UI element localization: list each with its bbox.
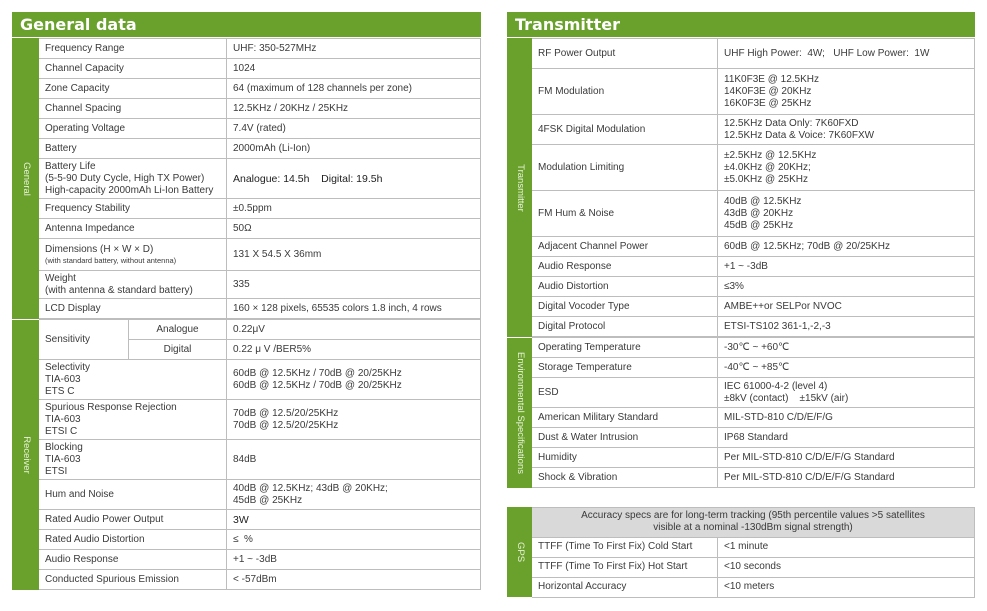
label-line: Battery Life — [45, 160, 96, 172]
spec-label: Rated Audio Power Output — [39, 510, 227, 530]
spec-value: Per MIL-STD-810 C/D/E/F/G Standard — [718, 468, 975, 488]
label-line: Spurious Response Rejection — [45, 401, 177, 413]
spec-label: Dust & Water Intrusion — [532, 428, 718, 448]
value-line: ±8kV (contact) ±15kV (air) — [724, 392, 849, 404]
section-gps-label: GPS — [514, 541, 526, 563]
spec-label: Horizontal Accuracy — [532, 577, 718, 597]
section-transmitter — [508, 39, 532, 338]
spec-value: 64 (maximum of 128 channels per zone) — [227, 79, 481, 99]
spec-value: <1 minute — [718, 537, 975, 557]
spec-row-protocol — [508, 317, 975, 337]
spec-value: ETSI-TS102 361-1,-2,-3 — [718, 317, 975, 337]
spec-row-frequency-stability — [13, 199, 481, 219]
section-general-label: General — [20, 162, 32, 196]
spec-row-esd — [508, 378, 975, 408]
spec-label: Hum and Noise — [39, 480, 227, 510]
spec-label: ESD — [532, 378, 718, 408]
section-receiver-label: Receiver — [20, 436, 32, 474]
spec-row-vocoder — [508, 297, 975, 317]
spec-row-adjacent-power — [508, 237, 975, 257]
spec-row-lcd-display — [13, 299, 481, 319]
spec-value: 0.22 μ V /BER5% — [227, 340, 481, 360]
general-data-panel — [12, 12, 481, 591]
spec-value — [718, 115, 975, 145]
spec-value: 50Ω — [227, 219, 481, 239]
spec-row-blocking — [13, 440, 481, 480]
spec-value: 60dB @ 12.5KHz; 70dB @ 20/25KHz — [718, 237, 975, 257]
spec-sublabel: Digital — [129, 340, 227, 360]
spec-value: 2000mAh (Li-Ion) — [227, 139, 481, 159]
spec-value: <10 meters — [718, 577, 975, 597]
value-line: ±2.5KHz @ 12.5KHz — [724, 149, 817, 161]
spec-row-rated-audio-power — [13, 510, 481, 530]
spec-label: Storage Temperature — [532, 358, 718, 378]
spec-row-audio-distortion — [508, 277, 975, 297]
label-line: Selectivity — [45, 361, 91, 373]
spec-value: UHF: 350-527MHz — [227, 39, 481, 59]
label-line: TIA-603 — [45, 413, 81, 425]
spec-label: Digital Vocoder Type — [532, 297, 718, 317]
gps-accuracy-note — [532, 507, 975, 537]
spec-row-audio-response — [13, 550, 481, 570]
label-note: (with standard battery, without antenna) — [45, 256, 177, 265]
value-line: 40dB @ 12.5KHz; 43dB @ 20KHz; — [233, 482, 388, 494]
spec-value — [718, 145, 975, 191]
spec-label: RF Power Output — [532, 39, 718, 69]
note-line: visible at a nominal -130dBm signal strength) — [653, 522, 853, 533]
spec-value: 7.4V (rated) — [227, 119, 481, 139]
value-line: 16K0F3E @ 25KHz — [724, 97, 812, 109]
label-line: Blocking — [45, 441, 83, 453]
spec-label: Conducted Spurious Emission — [39, 570, 227, 590]
spec-value: IP68 Standard — [718, 428, 975, 448]
spec-row-cold-start — [508, 537, 975, 557]
label-line: ETSI — [45, 465, 68, 477]
spec-label: Channel Capacity — [39, 59, 227, 79]
spec-row-fm-modulation — [508, 69, 975, 115]
spec-row-fm-hum-noise — [508, 191, 975, 237]
spec-value: 1024 — [227, 59, 481, 79]
section-receiver — [13, 320, 39, 591]
spec-label: Modulation Limiting — [532, 145, 718, 191]
value-line: 70dB @ 12.5/20/25KHz — [233, 407, 339, 419]
spec-label: FM Hum & Noise — [532, 191, 718, 237]
spec-row-weight — [13, 271, 481, 299]
spec-row-horizontal-accuracy — [508, 577, 975, 597]
spec-value — [718, 378, 975, 408]
value-line: 14K0F3E @ 20KHz — [724, 85, 812, 97]
spec-label: Humidity — [532, 448, 718, 468]
spec-row-dust-water — [508, 428, 975, 448]
gps-note-row — [508, 507, 975, 537]
spec-row-frequency-range — [13, 39, 481, 59]
spec-row-rf-power — [508, 39, 975, 69]
spec-value: UHF High Power: 4W; UHF Low Power: 1W — [718, 39, 975, 69]
value-line: 11K0F3E @ 12.5KHz — [724, 73, 820, 85]
spec-label — [39, 159, 227, 199]
spec-label: Antenna Impedance — [39, 219, 227, 239]
spec-row-hum-noise — [13, 480, 481, 510]
section-environmental-label: Environmental Specifications — [514, 351, 526, 474]
spec-row-shock-vibration — [508, 468, 975, 488]
transmitter-header: Transmitter — [507, 12, 975, 38]
spec-row-4fsk-modulation — [508, 115, 975, 145]
value-line: 12.5KHz Data Only: 7K60FXD — [724, 117, 859, 129]
transmitter-panel — [507, 12, 975, 598]
spec-label: Channel Spacing — [39, 99, 227, 119]
spec-label: LCD Display — [39, 299, 227, 319]
spec-value: ±0.5ppm — [227, 199, 481, 219]
label-line: Weight — [45, 272, 76, 284]
spec-label: Sensitivity — [39, 320, 129, 360]
spec-label: Digital Protocol — [532, 317, 718, 337]
spec-value — [227, 400, 481, 440]
spacer-row — [508, 488, 975, 489]
spec-value: 0.22μV — [227, 320, 481, 340]
spec-label: Audio Response — [39, 550, 227, 570]
spec-label — [39, 239, 227, 271]
label-line: High-capacity 2000mAh Li-Ion Battery — [45, 184, 214, 196]
spec-row-rated-audio-distortion — [13, 530, 481, 550]
value-line: ±5.0KHz @ 25KHz — [724, 173, 809, 185]
spec-value — [227, 480, 481, 510]
spec-label: Audio Distortion — [532, 277, 718, 297]
note-line: Accuracy specs are for long-term tracking (95th percentile values >5 satellites — [581, 510, 925, 521]
spec-label: 4FSK Digital Modulation — [532, 115, 718, 145]
spec-value: 84dB — [227, 440, 481, 480]
spec-value: Analogue: 14.5h Digital: 19.5h — [227, 159, 481, 199]
spec-value: MIL-STD-810 C/D/E/F/G — [718, 408, 975, 428]
spec-value: 131 X 54.5 X 36mm — [227, 239, 481, 271]
spec-row-audio-response — [508, 257, 975, 277]
spec-row-channel-capacity — [13, 59, 481, 79]
spec-label: Zone Capacity — [39, 79, 227, 99]
spec-label: TTFF (Time To First Fix) Cold Start — [532, 537, 718, 557]
spec-label: Operating Temperature — [532, 338, 718, 358]
spec-row-military-standard — [508, 408, 975, 428]
spec-value: ≤ % — [227, 530, 481, 550]
spec-value: 3W — [227, 510, 481, 530]
section-environmental — [508, 338, 532, 489]
value-line: ±4.0KHz @ 20KHz; — [724, 161, 811, 173]
spec-value: 335 — [227, 271, 481, 299]
spec-label: TTFF (Time To First Fix) Hot Start — [532, 557, 718, 577]
spec-row-antenna-impedance — [13, 219, 481, 239]
value-line: 45dB @ 25KHz — [724, 219, 794, 231]
spec-row-operating-voltage — [13, 119, 481, 139]
spec-value: ≤3% — [718, 277, 975, 297]
section-transmitter-label: Transmitter — [514, 164, 526, 212]
general-data-header: General data — [12, 12, 481, 38]
spec-row-conducted-spurious — [13, 570, 481, 590]
spec-row-modulation-limiting — [508, 145, 975, 191]
value-line: 12.5KHz Data & Voice: 7K60FXW — [724, 129, 875, 141]
spec-row-operating-temperature — [508, 338, 975, 358]
label-line: Dimensions (H × W × D) — [45, 244, 154, 255]
label-line: TIA-603 — [45, 373, 81, 385]
spacer-row — [13, 590, 481, 591]
spec-value: AMBE++or SELPor NVOC — [718, 297, 975, 317]
value-line: 70dB @ 12.5/20/25KHz — [233, 419, 339, 431]
value-line: 45dB @ 25KHz — [233, 494, 303, 506]
spec-label — [39, 400, 227, 440]
label-line: (5-5-90 Duty Cycle, High TX Power) — [45, 172, 205, 184]
transmitter-table — [507, 38, 975, 489]
spec-label: Adjacent Channel Power — [532, 237, 718, 257]
spec-row-sensitivity-analogue — [13, 320, 481, 340]
spec-label: Audio Response — [532, 257, 718, 277]
spec-label: American Military Standard — [532, 408, 718, 428]
value-line: IEC 61000-4-2 (level 4) — [724, 380, 828, 392]
spec-label: Frequency Range — [39, 39, 227, 59]
gps-table — [507, 507, 975, 598]
spec-value: Per MIL-STD-810 C/D/E/F/G Standard — [718, 448, 975, 468]
spec-row-storage-temperature — [508, 358, 975, 378]
spec-value: -30℃ ~ +60℃ — [718, 338, 975, 358]
spec-label — [39, 271, 227, 299]
spec-value — [718, 69, 975, 115]
spec-sublabel: Analogue — [129, 320, 227, 340]
spec-row-zone-capacity — [13, 79, 481, 99]
section-gps — [508, 507, 532, 597]
spec-row-hot-start — [508, 557, 975, 577]
general-data-table — [12, 38, 481, 591]
spec-value: -40℃ ~ +85℃ — [718, 358, 975, 378]
label-line: ETSI C — [45, 425, 78, 437]
spec-label — [39, 440, 227, 480]
spec-value: +1 ~ -3dB — [227, 550, 481, 570]
spec-value — [718, 191, 975, 237]
value-line: 60dB @ 12.5KHz / 70dB @ 20/25KHz — [233, 379, 402, 391]
spec-row-battery — [13, 139, 481, 159]
spec-row-battery-life — [13, 159, 481, 199]
label-line: ETS C — [45, 385, 75, 397]
spec-label: Frequency Stability — [39, 199, 227, 219]
value-line: 60dB @ 12.5KHz / 70dB @ 20/25KHz — [233, 367, 402, 379]
label-line: (with antenna & standard battery) — [45, 284, 193, 296]
spec-row-dimensions — [13, 239, 481, 271]
value-line: 43dB @ 20KHz — [724, 207, 794, 219]
spec-label: Battery — [39, 139, 227, 159]
section-general — [13, 39, 39, 320]
spec-value — [227, 360, 481, 400]
spec-label: FM Modulation — [532, 69, 718, 115]
spec-value: < -57dBm — [227, 570, 481, 590]
spec-label — [39, 360, 227, 400]
spec-value: +1 ~ -3dB — [718, 257, 975, 277]
spec-row-channel-spacing — [13, 99, 481, 119]
spec-label: Operating Voltage — [39, 119, 227, 139]
spec-row-humidity — [508, 448, 975, 468]
spec-value: <10 seconds — [718, 557, 975, 577]
spec-row-selectivity — [13, 360, 481, 400]
spec-label: Shock & Vibration — [532, 468, 718, 488]
value-line: 40dB @ 12.5KHz — [724, 195, 802, 207]
spec-row-spurious-rejection — [13, 400, 481, 440]
spec-label: Rated Audio Distortion — [39, 530, 227, 550]
label-line: TIA-603 — [45, 453, 81, 465]
spec-value: 12.5KHz / 20KHz / 25KHz — [227, 99, 481, 119]
spec-value: 160 × 128 pixels, 65535 colors 1.8 inch, 4 rows — [227, 299, 481, 319]
